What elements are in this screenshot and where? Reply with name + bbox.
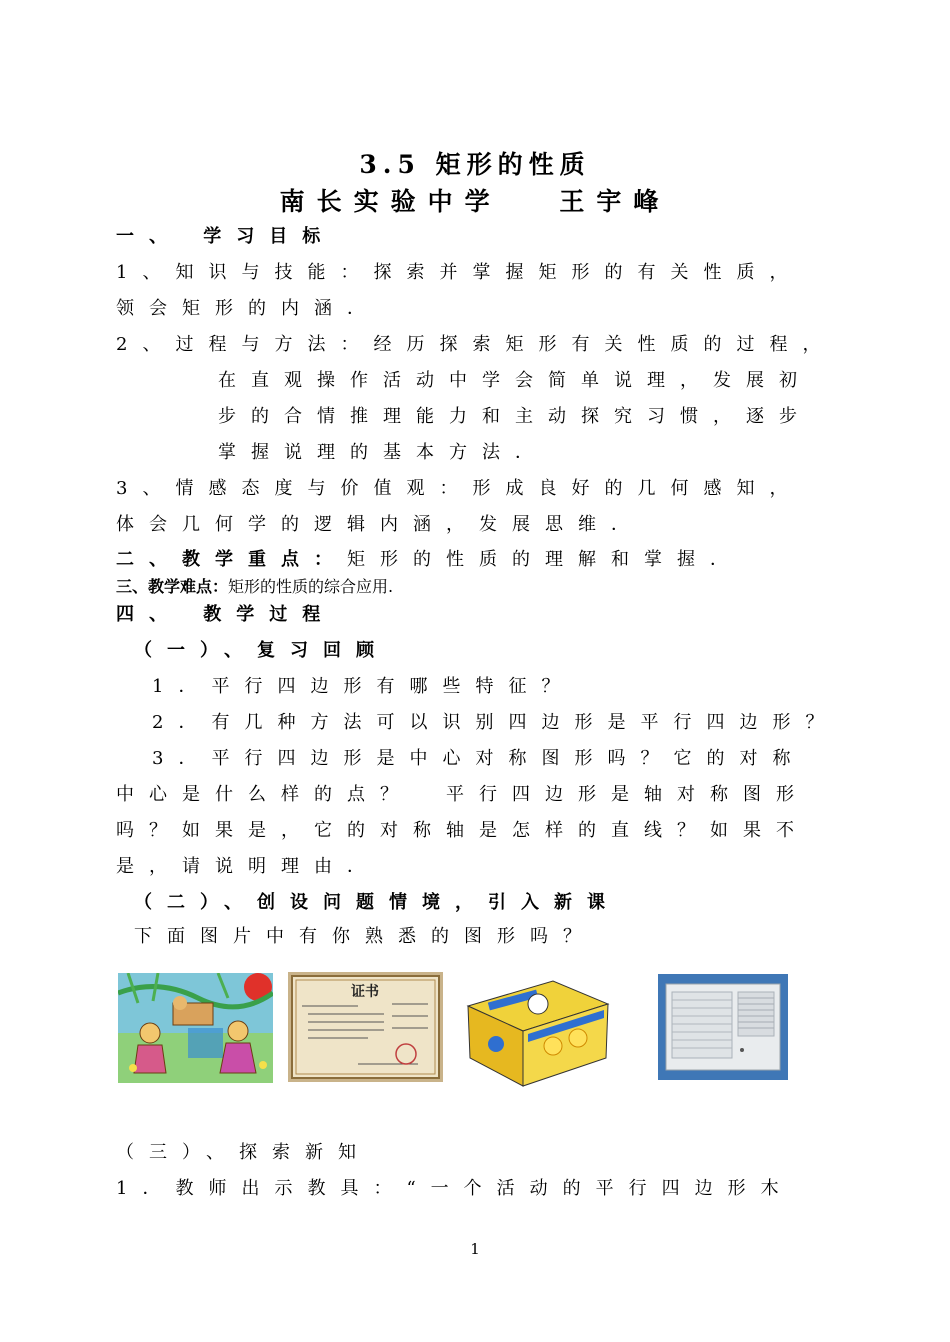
review-question-1: 1．平行四边形有哪些特征？ (152, 676, 575, 697)
drawing-picture-svg (118, 973, 273, 1083)
drawing-picture (118, 973, 273, 1083)
difficulty-label: 三、教学难点： (116, 577, 229, 596)
part-2-heading: （二）、创设问题情境，引入新课 (134, 892, 620, 913)
objective-3-line-2: 体会几何学的逻辑内涵，发展思维． (116, 514, 644, 535)
objective-3-line-1: 3、情感态度与价值观：形成良好的几何感知， (116, 478, 803, 499)
certificate-title: 证书 (351, 984, 379, 1000)
section-heading-process: 四、 教学过程 (116, 604, 336, 625)
certificate-picture-svg (288, 972, 443, 1082)
part-2-prompt: 下面图片中有你熟悉的图形吗？ (134, 926, 596, 947)
section-heading-objectives: 一、 学习目标 (116, 226, 336, 247)
difficulty-line (116, 574, 393, 597)
air-conditioner-picture (658, 974, 788, 1080)
objective-1-line-1: 1、知识与技能：探索并掌握矩形的有关性质， (116, 262, 803, 283)
key-points-text: 矩形的性质的理解和掌握． (347, 549, 743, 570)
difficulty-text: 矩形的性质的综合应用. (228, 577, 394, 596)
review-question-3-line-4: 是，请说明理由． (116, 856, 380, 877)
box-picture-svg (458, 966, 618, 1091)
review-question-3-line-1: 3．平行四边形是中心对称图形吗？它的对称 (152, 748, 806, 769)
certificate-picture (288, 972, 443, 1082)
air-conditioner-picture-svg (658, 974, 788, 1080)
part-3-line-1: 1．教师出示教具：“一个活动的平行四边形木 (116, 1178, 794, 1199)
objective-1-line-2: 领会矩形的内涵． (116, 298, 380, 319)
objective-2-line-2: 在直观操作活动中学会简单说理，发展初 (218, 370, 812, 391)
document-author: 南长实验中学 王宇峰 (279, 187, 671, 216)
review-question-3-line-3: 吗？如果是，它的对称轴是怎样的直线？如果不 (116, 820, 809, 841)
part-1-heading: （一）、复习回顾 (134, 640, 389, 661)
key-points-line (116, 545, 743, 571)
review-question-3-line-2: 中心是什么样的点？ 平行四边形是轴对称图形 (116, 784, 809, 805)
review-question-2: 2．有几种方法可以识别四边形是平行四边形？ (152, 712, 839, 733)
page-number: 1 (470, 1240, 480, 1258)
box-picture (458, 966, 618, 1091)
key-points-label: 二、教学重点： (116, 549, 347, 570)
document-title: 3.5 矩形的性质 (359, 150, 591, 179)
objective-2-line-3: 步的合情推理能力和主动探究习惯，逐步 (218, 406, 812, 427)
objective-2-line-1: 2、过程与方法：经历探索矩形有关性质的过程， (116, 334, 836, 355)
objective-2-line-4: 掌握说理的基本方法． (218, 442, 548, 463)
part-3-heading: （三）、探索新知 (116, 1142, 371, 1163)
